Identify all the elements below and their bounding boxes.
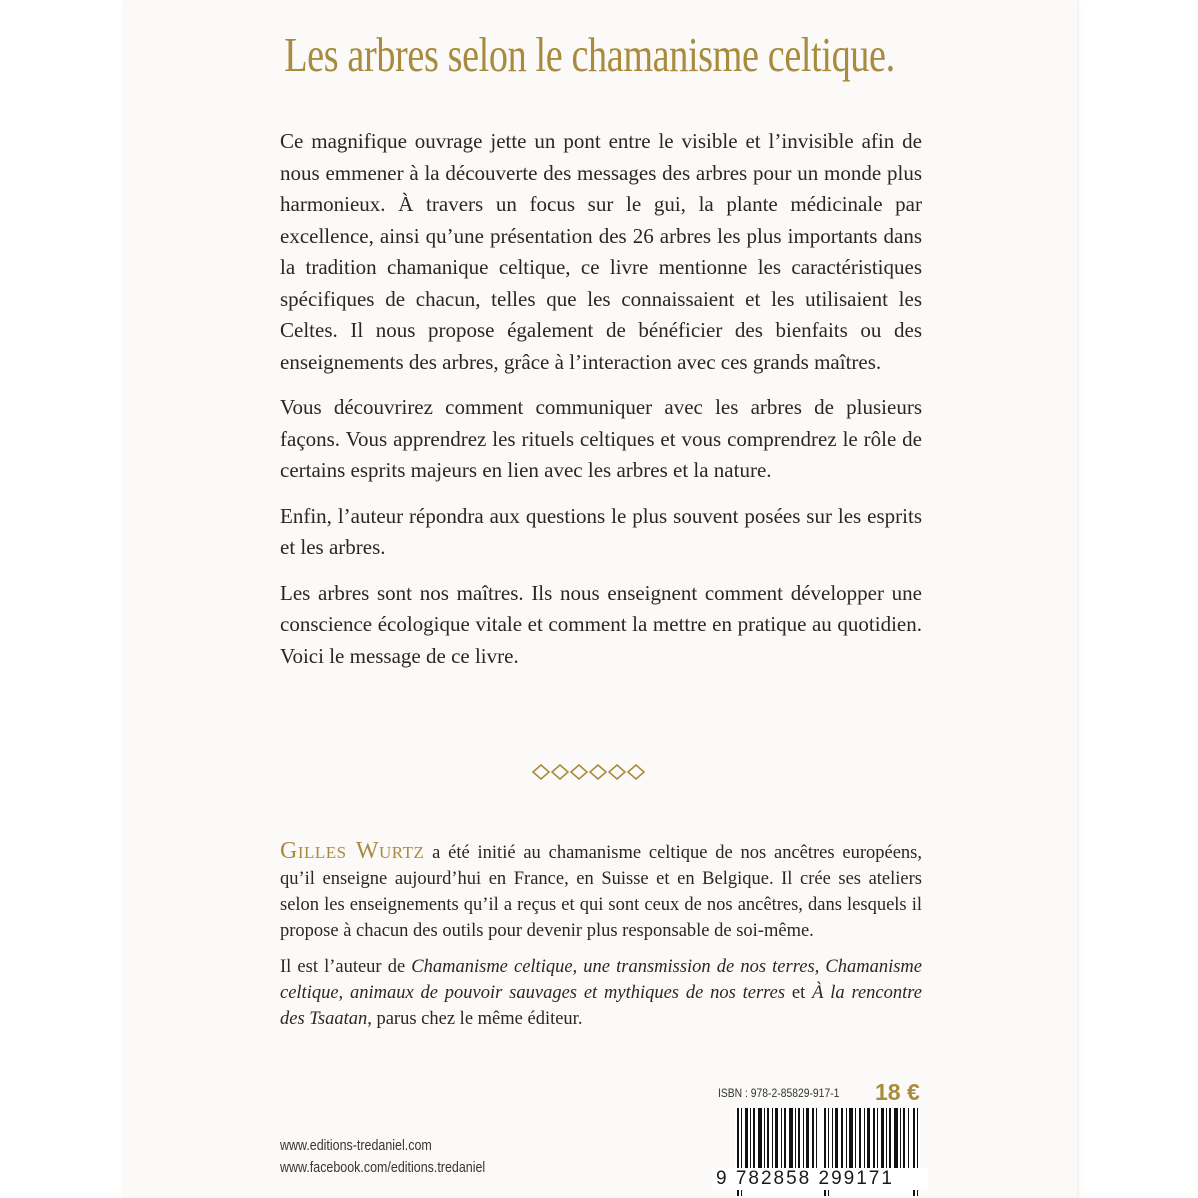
author-bio-text: a été initié au chamanisme celtique de nos ancêtres européens, qu’il enseigne aujourd’hui en France, en Suisse et en Belgique. Il crée ses ateliers selon les enseignements qu’il a reçus et qui sont ceux de nos ancêtres, dans lesquels il propose à chacun des outils pour devenir plus responsable de soi-même.	[280, 843, 922, 941]
description	[280, 126, 922, 686]
isbn-label: ISBN : 978-2-85829-917-1	[718, 1088, 840, 1100]
works-outro: , parus chez le même éditeur.	[367, 1009, 583, 1029]
cover-title: Les arbres selon le chamanisme celtique.	[284, 27, 895, 82]
paragraph: Ce magnifique ouvrage jette un pont entre le visible et l’invisible afin de nous emmener à la découverte des messages des arbres pour un monde plus harmonieux. À travers un focus sur le gui, la plante médicinale par excellence, ainsi qu’une présentation des 26 arbres les plus importants dans la tradition chamanique celtique, ce livre mentionne les caractéristiques spécifiques de chacun, telles que les connaissaient et les utilisaient les Celtes. Il nous propose également de bénéficier des bienfaits ou des enseignements des arbres, grâce à l’interaction avec ces grands maîtres.	[280, 129, 922, 374]
publisher-links	[280, 1135, 485, 1179]
paragraph: Les arbres sont nos maîtres. Ils nous enseignent comment développer une conscience écologique vitale et comment la mettre en pratique au quotidien. Voici le message de ce livre.	[280, 580, 922, 668]
works-join: et	[785, 983, 813, 1003]
author-section	[280, 838, 922, 1042]
works-intro: Il est l’auteur de	[280, 957, 412, 977]
author-name: Gilles Wurtz	[280, 838, 425, 864]
paragraph: Enfin, l’auteur répondra aux questions le plus souvent posées sur les esprits et les arbres.	[280, 503, 922, 559]
barcode-digits: 9 782858 299171	[712, 1168, 928, 1190]
diamond-ornament	[122, 764, 1057, 784]
book-back-cover	[122, 0, 1077, 1198]
website-link[interactable]: www.editions-tredaniel.com	[280, 1138, 432, 1154]
author-works	[280, 954, 922, 1032]
paragraph: Vous découvrirez comment communiquer avec les arbres de plusieurs façons. Vous apprendrez les rituels celtiques et vous comprendrez le rôle de certains esprits majeurs en lien avec les arbres et la nature.	[280, 395, 922, 482]
work-title: Chamanisme celtique, animaux de pouvoir sauvages et mythiques de nos terres	[280, 957, 923, 1003]
price-label: 18 €	[875, 1079, 920, 1105]
facebook-link[interactable]: www.facebook.com/editions.tredaniel	[280, 1160, 486, 1176]
author-bio	[280, 838, 922, 944]
work-title: À la rencontre des Tsaatan	[280, 983, 922, 1029]
work-title: Chamanisme celtique, une transmission de nos terres,	[411, 957, 820, 977]
diamond-row-icon	[531, 764, 649, 780]
